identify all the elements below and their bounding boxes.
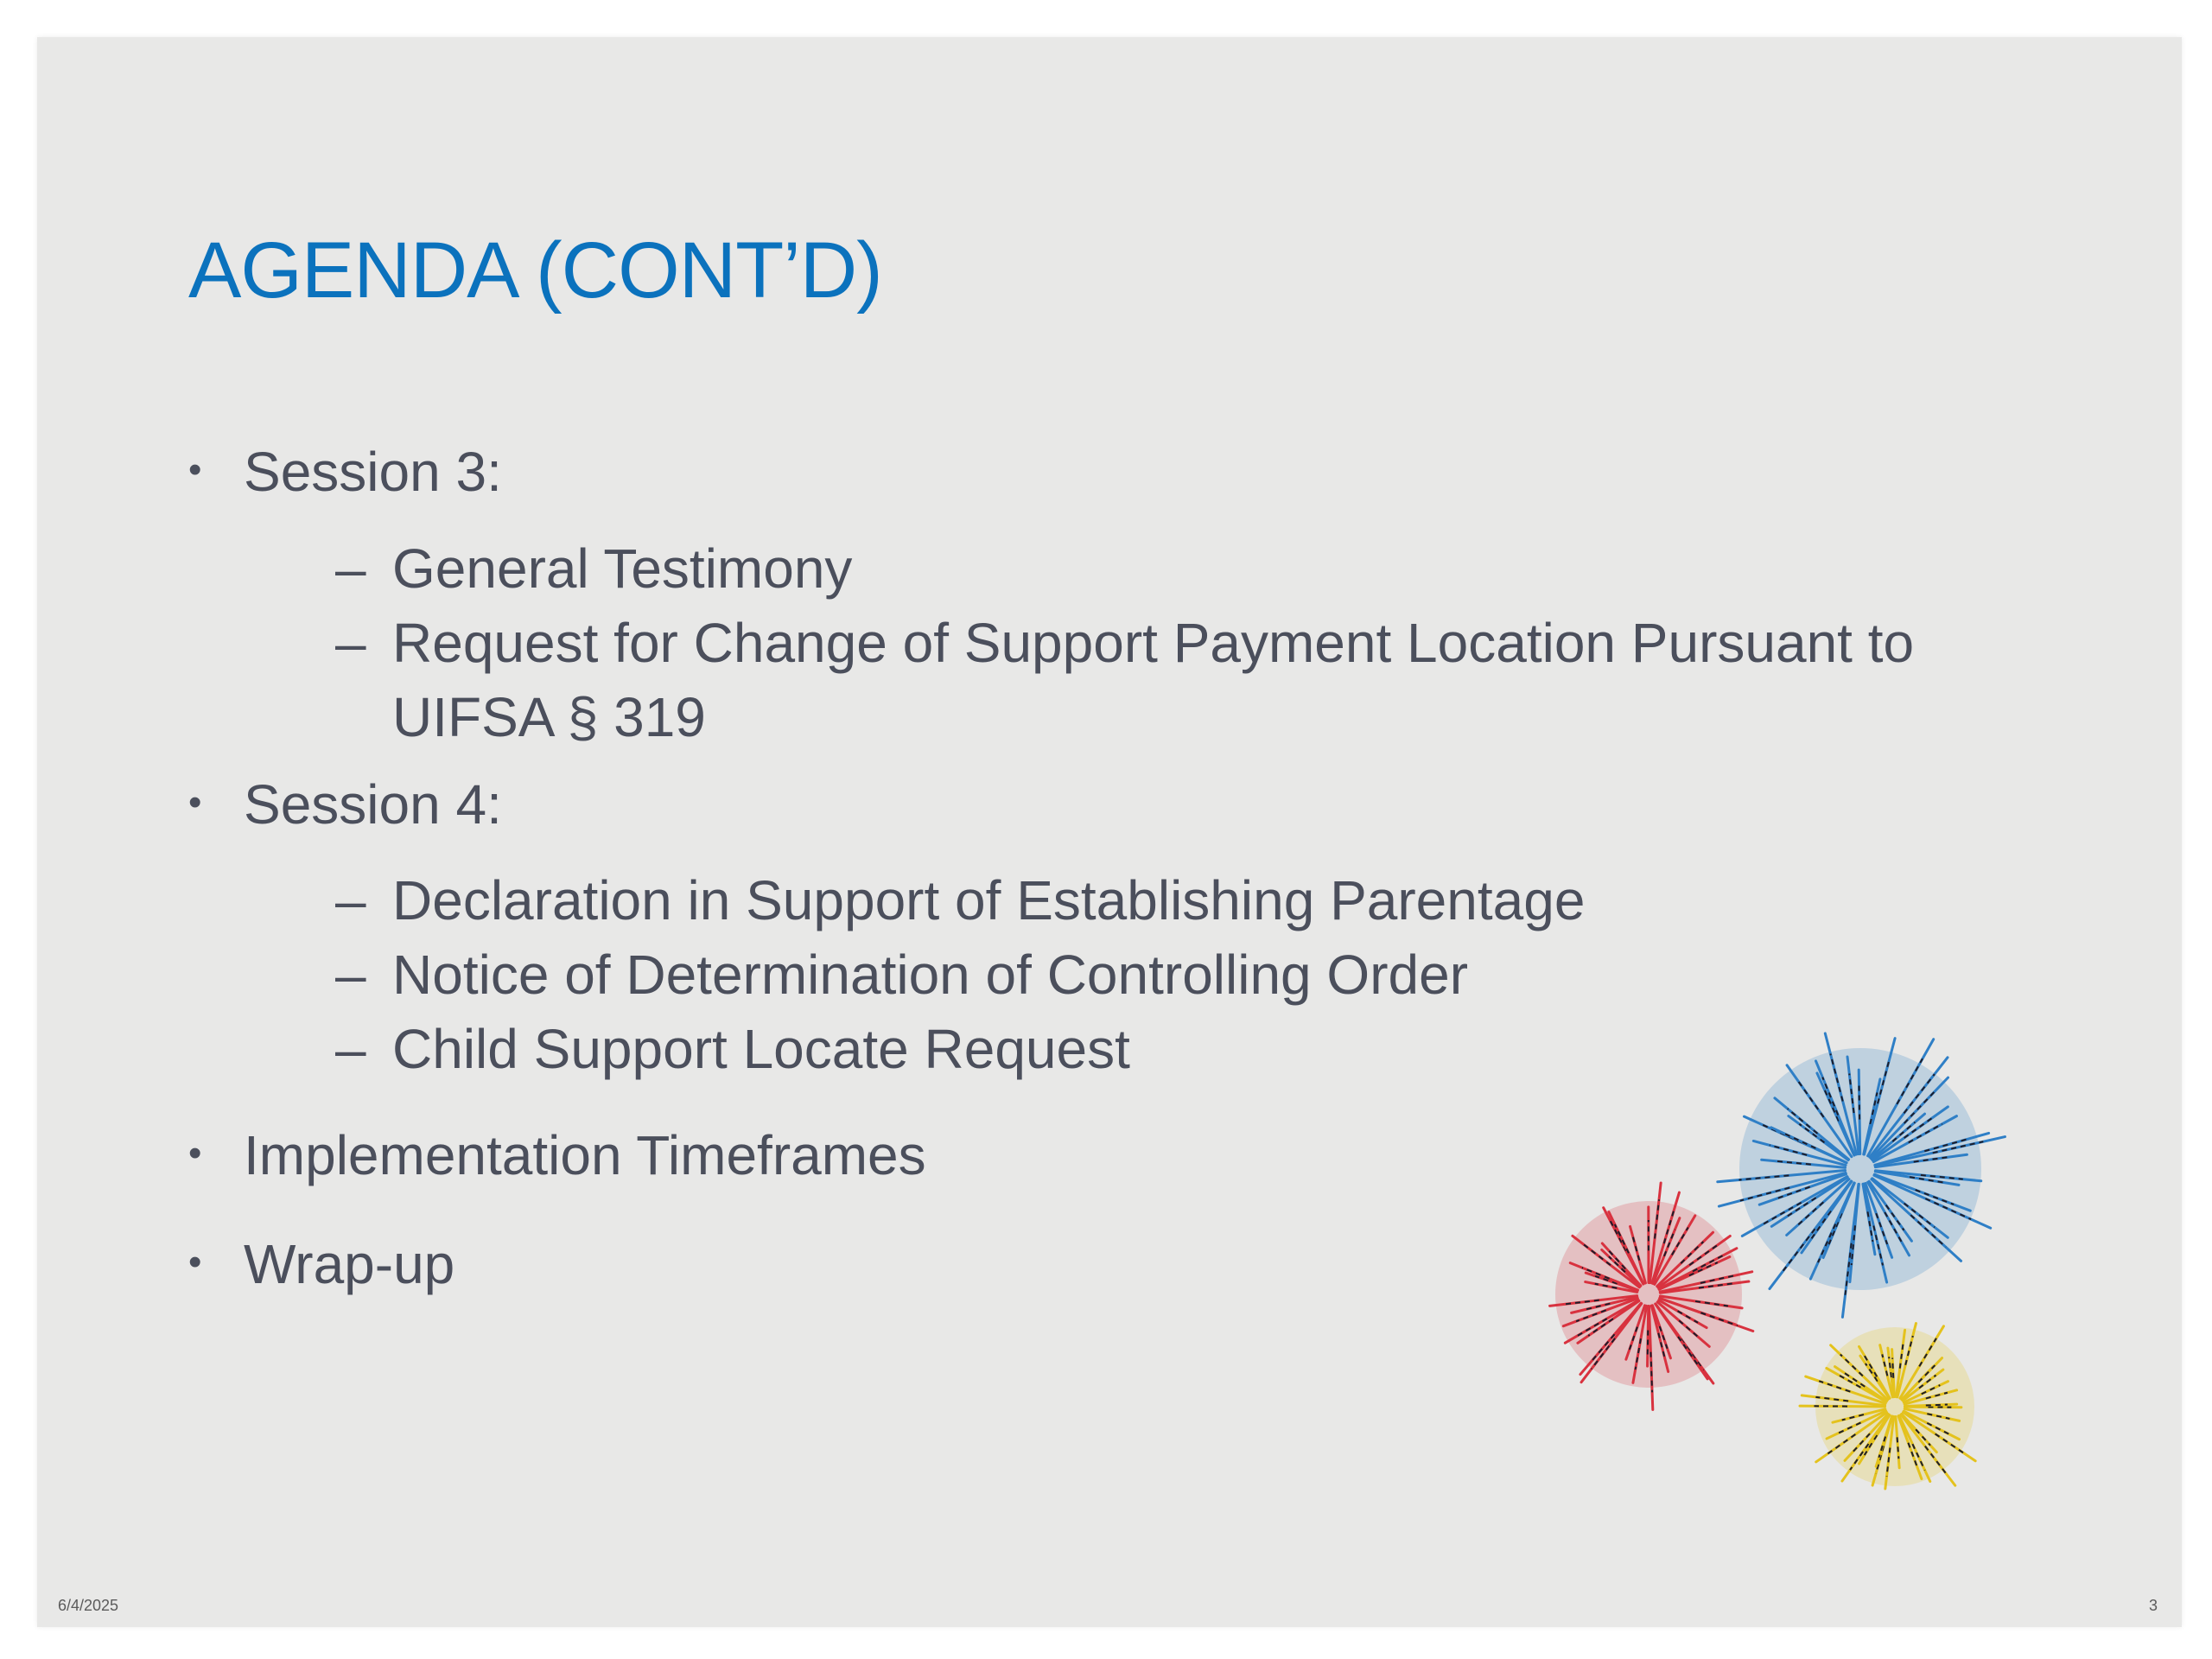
agenda-subitem [335, 938, 2063, 1012]
agenda-item-implementation-timeframes [188, 1122, 926, 1189]
agenda-subitem [335, 606, 2063, 754]
dash-icon: – [335, 537, 366, 600]
agenda-subitem-label: General Testimony [392, 537, 853, 600]
agenda-subitem-label: Notice of Determination of Controlling Order [392, 944, 1468, 1006]
red-firework [1550, 1183, 1753, 1409]
agenda-item-label: Implementation Timeframes [244, 1124, 926, 1186]
bullet-icon: • [188, 1132, 202, 1174]
agenda-item-label: Session 3: [244, 441, 502, 503]
yellow-firework [1800, 1324, 1975, 1489]
agenda-subitem-label: Declaration in Support of Establishing Parentage [392, 869, 1586, 931]
firework-ray [1859, 1070, 1860, 1154]
footer-date: 6/4/2025 [58, 1597, 119, 1614]
bullet-icon: • [188, 1241, 202, 1283]
dash-icon: – [335, 612, 366, 674]
agenda-item-session-4 [188, 772, 502, 838]
agenda-subitem-label: Request for Change of Support Payment Location Pursuant to UIFSA § 319 [392, 612, 1915, 748]
agenda-item-label: Session 4: [244, 773, 502, 836]
page-number: 3 [2148, 1597, 2158, 1614]
agenda-item-wrap-up [188, 1231, 454, 1298]
bullet-icon: • [188, 448, 202, 491]
slide-title: AGENDA (CONT’D) [188, 226, 882, 315]
bullet-icon: • [188, 781, 202, 823]
agenda-item-label: Wrap-up [244, 1233, 455, 1295]
agenda-subitem [335, 531, 2063, 606]
firework-ray-outline [1648, 1331, 1649, 1356]
fireworks-illustration [1489, 1005, 2094, 1523]
firework-ray [1648, 1306, 1649, 1366]
slide [37, 37, 2182, 1627]
agenda-subitem [335, 863, 2063, 938]
blue-firework [1718, 1033, 2005, 1317]
agenda-subitem-label: Child Support Locate Request [392, 1018, 1130, 1080]
dash-icon: – [335, 944, 366, 1006]
dash-icon: – [335, 1018, 366, 1080]
agenda-item-session-3 [188, 439, 502, 505]
dash-icon: – [335, 869, 366, 931]
